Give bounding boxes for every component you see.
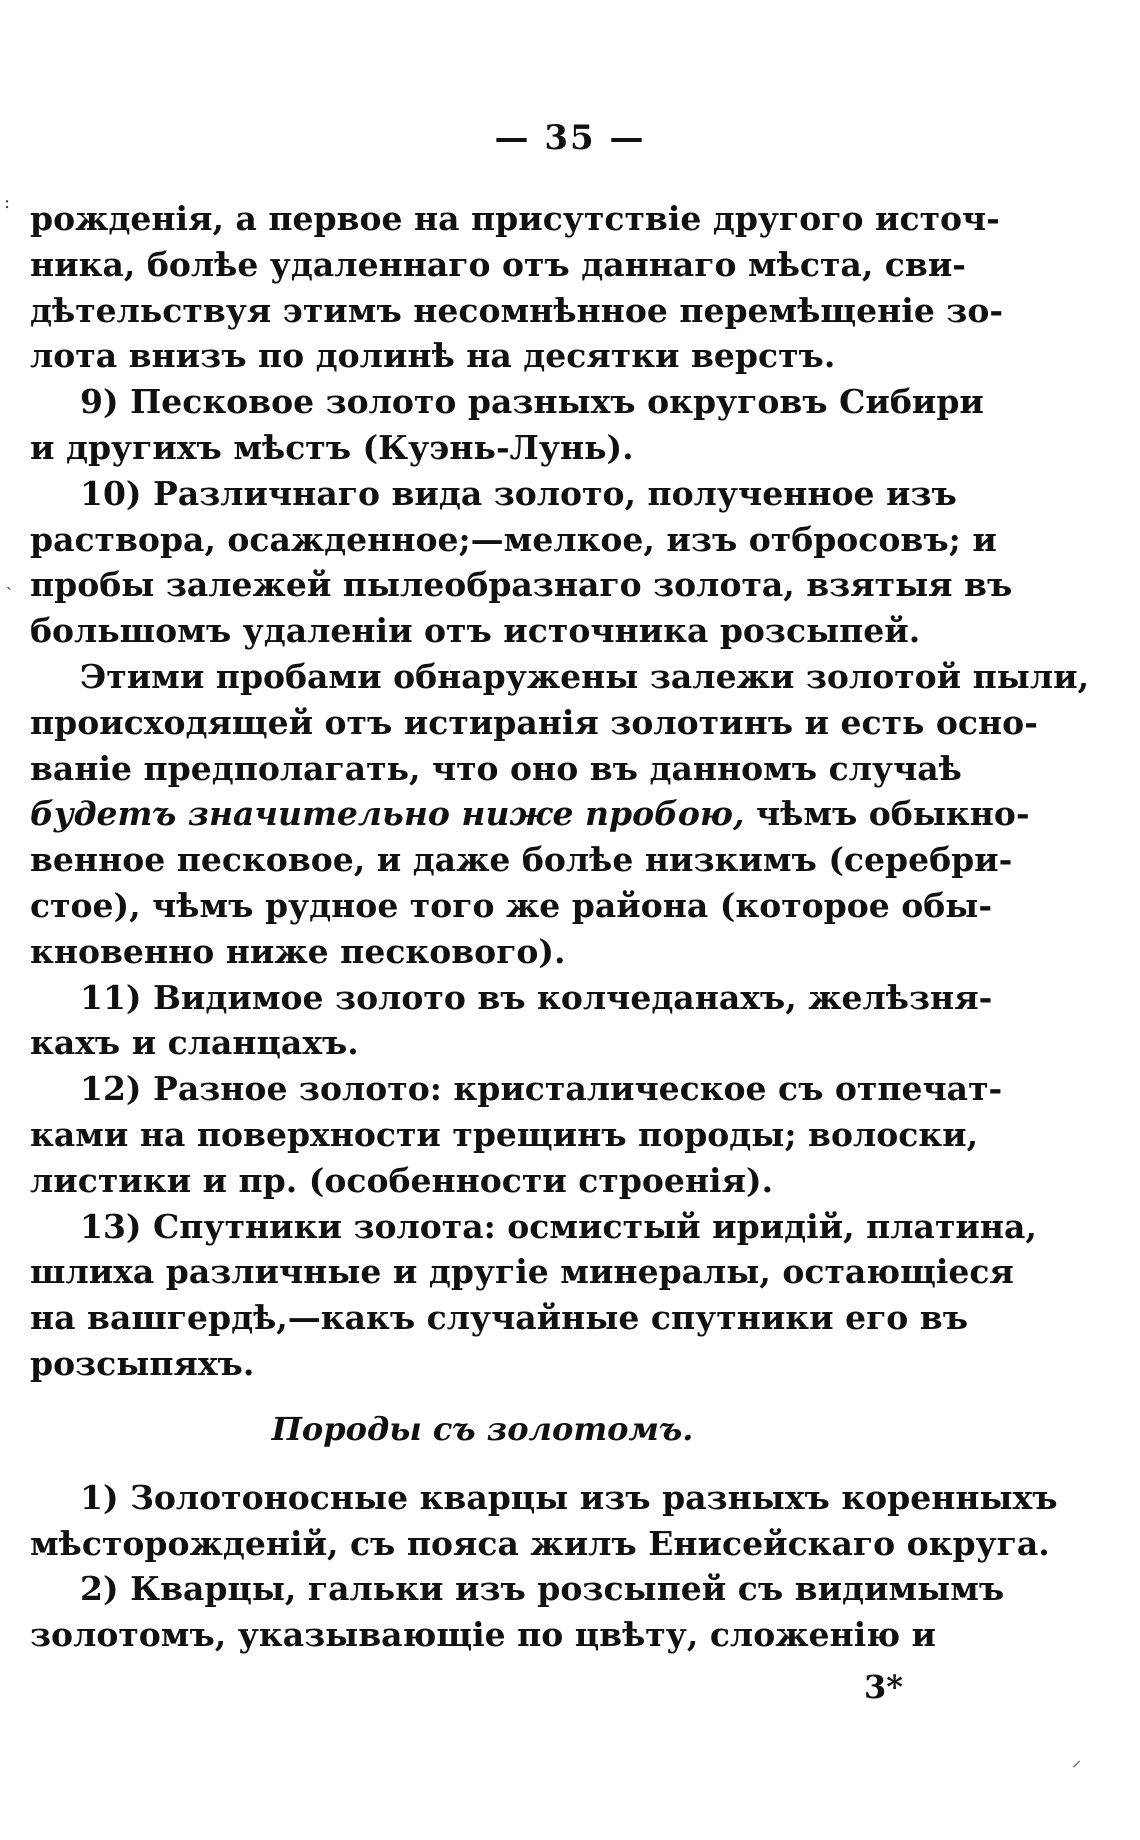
body-text <box>30 196 1090 1658</box>
text-line: 1) Золотоносные кварцы изъ разныхъ коренныхъ <box>80 1477 1058 1517</box>
text-line: пробы залежей пылеобразнаго золота, взятыя въ <box>30 565 1013 605</box>
list-item-10 <box>30 471 1013 654</box>
text-line: 11) Видимое золото въ колчеданахъ, желѣзня- <box>80 977 993 1017</box>
page-number: — 35 — <box>494 118 646 158</box>
text-line: 12) Разное золото: кристалическое съ отпечат- <box>80 1069 1003 1109</box>
text-line: происходящей отъ истиранія золотинъ и есть осно- <box>30 702 1038 742</box>
text-line: 9) Песковое золото разныхъ округовъ Сибири <box>80 382 984 422</box>
text-line: и другихъ мѣстъ (Куэнь-Лунь). <box>30 427 634 467</box>
list-item-11 <box>30 975 993 1067</box>
text-line: дѣтельствуя этимъ несомнѣнное перемѣщеніе зо- <box>30 290 1004 330</box>
margin-speck: ⸝ <box>1072 1750 1081 1771</box>
text-line: листики и пр. (особенности строенія). <box>30 1160 774 1200</box>
text-line: Этими пробами обнаружены залежи золотой пыли, <box>80 656 1090 696</box>
paragraph-continued <box>30 196 1004 379</box>
section-list-item-2 <box>30 1566 1005 1658</box>
text-line: венное песковое, и даже болѣе низкимъ (серебри- <box>30 840 1013 880</box>
text-line: 10) Различнаго вида золото, полученное изъ <box>80 473 957 513</box>
text-line: большомъ удаленіи отъ источника розсыпей. <box>30 611 921 651</box>
signature-mark: 3* <box>864 1668 903 1706</box>
section-list-item-1 <box>30 1475 1058 1567</box>
margin-speck: ˎ <box>6 570 12 591</box>
italic-emphasis: будетъ значительно ниже пробою, <box>30 794 745 834</box>
text-run: чѣмъ обыкно- <box>755 794 1030 834</box>
text-line: на вашгердѣ,—какъ случайные спутники его въ <box>30 1298 969 1338</box>
text-line: рожденія, а первое на присутствіе другого источ- <box>30 199 1000 238</box>
list-item-9 <box>30 379 984 471</box>
text-line-mixed <box>30 791 1030 837</box>
text-line: 13) Спутники золота: осмистый иридій, платина, <box>80 1206 1037 1246</box>
section-heading: Породы съ золотомъ. <box>271 1409 694 1448</box>
text-line: кновенно ниже пескового). <box>30 931 566 971</box>
text-line: 2) Кварцы, гальки изъ розсыпей съ видимымъ <box>80 1569 1005 1609</box>
text-line: раствора, осажденное;—мелкое, изъ отбросовъ; и <box>30 519 997 559</box>
text-line: ника, болѣе удаленнаго отъ даннаго мѣста, сви- <box>30 244 966 284</box>
text-line: ваніе предполагать, что оно въ данномъ случаѣ <box>30 748 962 788</box>
list-item-12 <box>30 1066 1003 1203</box>
text-line: мѣсторожденій, съ пояса жилъ Енисейскаго округа. <box>30 1523 1050 1563</box>
text-line: шлиха различные и другіе минералы, остающіеся <box>30 1252 1014 1292</box>
text-line: золотомъ, указывающіе по цвѣту, сложенію и <box>30 1615 937 1655</box>
margin-speck: : <box>4 192 11 213</box>
text-line: стое), чѣмъ рудное того же района (которое обы- <box>30 885 993 925</box>
text-line: ками на поверхности трещинъ породы; волоски, <box>30 1114 979 1154</box>
list-item-13 <box>30 1204 1037 1387</box>
text-line: лота внизъ по долинѣ на десятки верстъ. <box>30 336 836 376</box>
text-line: розсыпяхъ. <box>30 1343 255 1383</box>
paragraph-samples <box>30 654 1090 975</box>
text-line: кахъ и сланцахъ. <box>30 1023 359 1063</box>
